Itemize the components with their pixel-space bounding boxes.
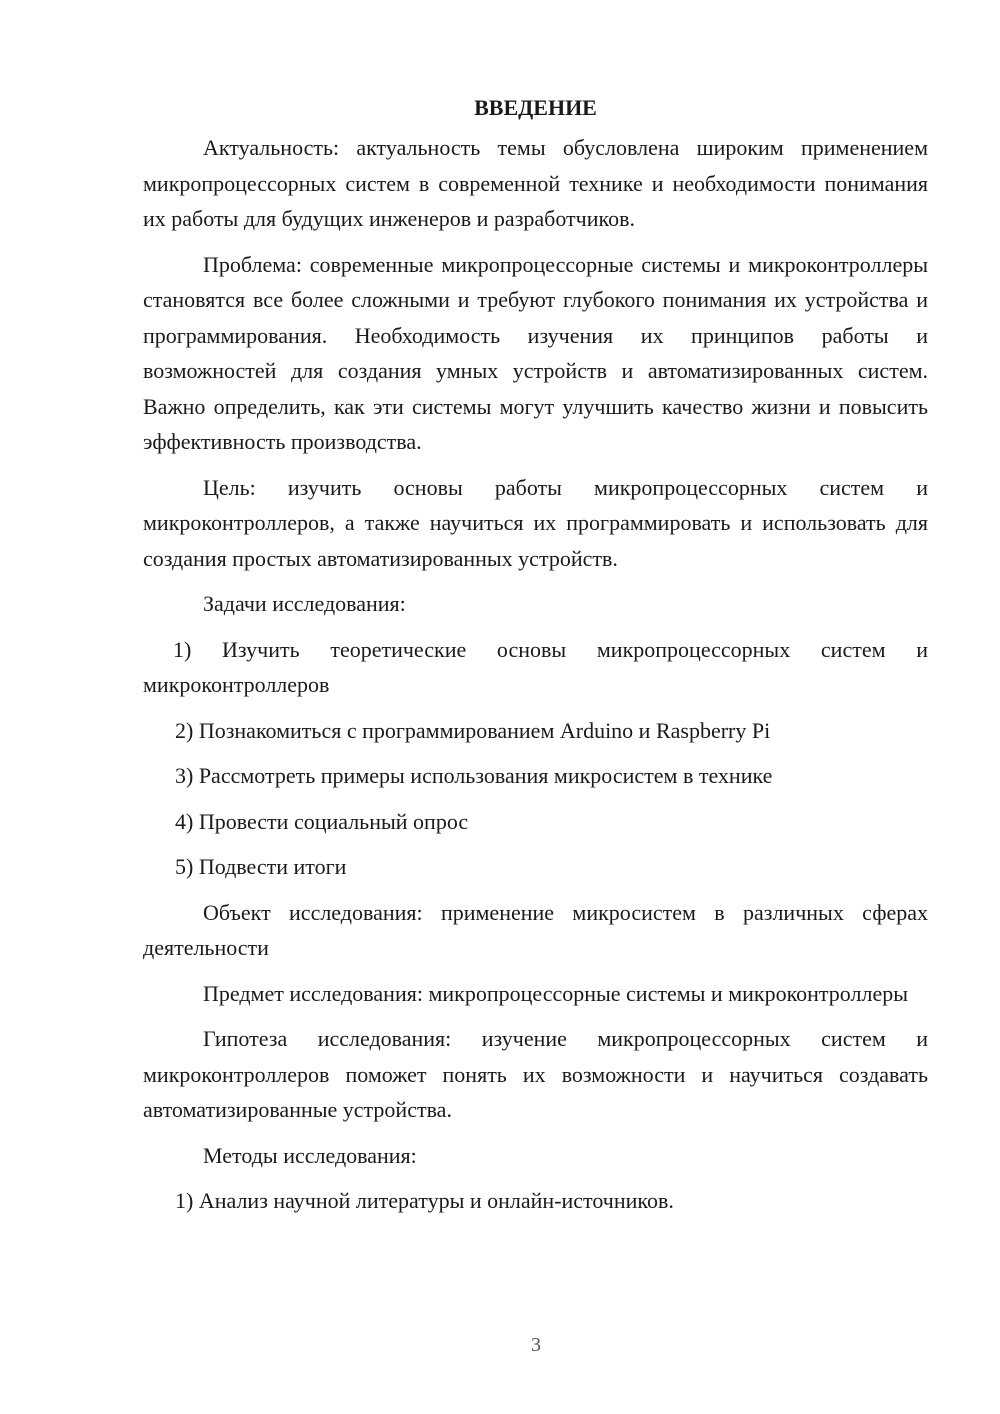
paragraph-goal: Цель: изучить основы работы микропроцессорных систем и микроконтроллеров, а также научиться их программировать и использовать для создания простых автоматизированных устройств. bbox=[143, 474, 928, 571]
task-item-5: 5) Подвести итоги bbox=[175, 854, 347, 879]
task-item-4: 4) Провести социальный опрос bbox=[175, 808, 469, 834]
paragraph-problem: Проблема: современные микропроцессорные системы и микроконтроллеры становятся все более сложными и требуют глубокого понимания их устройства и программирования. Необходимость изучения их принципов работы и возможностей для создания умных устройств и автоматизированных систем. Важно определить, как эти системы могут улучшить качество жизни и повысить эффективность производства. bbox=[143, 251, 928, 454]
section-title: ВВЕДЕНИЕ bbox=[474, 95, 597, 120]
paragraph-subject: Предмет исследования: микропроцессорные системы и микроконтроллеры bbox=[203, 980, 909, 1006]
task-item-3: 3) Рассмотреть примеры использования микросистем в технике bbox=[175, 763, 773, 788]
document-page bbox=[143, 90, 928, 1229]
method-item-1: 1) Анализ научной литературы и онлайн-источников. bbox=[175, 1188, 674, 1213]
task-item-1: 1) Изучить теоретические основы микропроцессорных систем и микроконтроллеров bbox=[143, 636, 928, 697]
paragraph-hypothesis: Гипотеза исследования: изучение микропроцессорных систем и микроконтроллеров поможет понять их возможности и научиться создавать автоматизированные устройства. bbox=[143, 1026, 928, 1122]
methods-heading: Методы исследования: bbox=[203, 1142, 417, 1168]
paragraph-relevance: Актуальность: актуальность темы обусловлена широким применением микропроцессорных систем в современной технике и необходимости понимания их работы для будущих инженеров и разработчиков. bbox=[143, 135, 928, 231]
page-number: 3 bbox=[531, 1334, 541, 1356]
tasks-heading: Задачи исследования: bbox=[203, 591, 406, 616]
paragraph-object: Объект исследования: применение микросистем в различных сферах деятельности bbox=[143, 899, 928, 960]
task-item-2: 2) Познакомиться с программированием Arduino и Raspberry Pi bbox=[175, 717, 771, 743]
